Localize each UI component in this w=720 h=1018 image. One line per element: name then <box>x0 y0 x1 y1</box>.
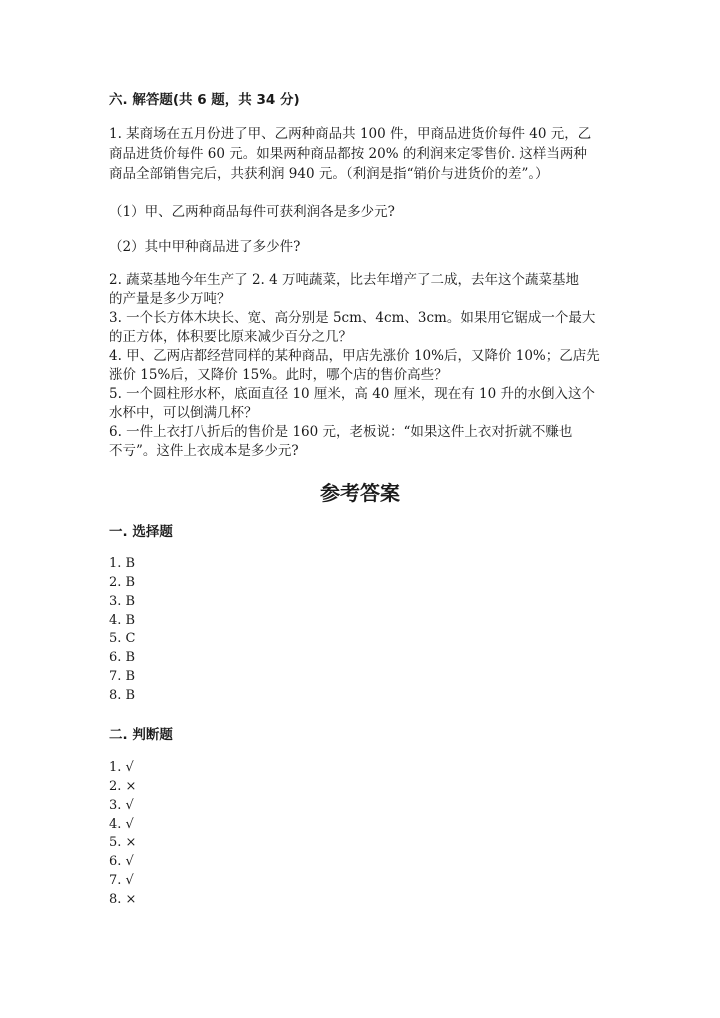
question-6-line-1: 6. 一件上衣打八折后的售价是 160 元，老板说：“如果这件上衣对折就不赚也 <box>109 424 573 440</box>
choice-answer-8: 8. B <box>109 688 136 703</box>
question-3-line-2: 的正方体，体积要比原来减少百分之几？ <box>109 329 352 345</box>
question-2-line-1: 2. 蔬菜基地今年生产了 2. 4 万吨蔬菜，比去年增产了二成，去年这个蔬菜基地 <box>109 272 580 288</box>
question-1-line-2: 商品进货价每件 60 元。如果两种商品都按 20% 的利润来定零售价. 这样当两种 <box>109 146 587 162</box>
question-4-line-1: 4. 甲、乙两店都经营同样的某种商品，甲店先涨价 10%后，又降价 10%；乙店先 <box>109 348 600 364</box>
question-2-line-2: 的产量是多少万吨？ <box>109 291 231 307</box>
choice-section-title: 一. 选择题 <box>109 524 173 540</box>
judge-answer-4: 4. √ <box>109 817 134 832</box>
question-5-line-1: 5. 一个圆柱形水杯，底面直径 10 厘米，高 40 厘米，现在有 10 升的水倒入这个 <box>109 386 595 402</box>
choice-answer-6: 6. B <box>109 650 136 665</box>
judge-answer-5: 5. × <box>109 835 137 850</box>
choice-answer-2: 2. B <box>109 575 136 590</box>
question-1-sub-2: （2）其中甲种商品进了多少件? <box>109 239 301 255</box>
section-6-title: 六. 解答题(共 6 题，共 34 分) <box>109 92 300 108</box>
choice-answer-5: 5. C <box>109 631 136 646</box>
answer-key-title: 参考答案 <box>320 481 400 505</box>
question-1-line-3: 商品全部销售完后，共获利润 940 元。（利润是指“销价与进货价的差”。） <box>109 166 549 182</box>
judge-answer-2: 2. × <box>109 779 137 794</box>
question-1-sub-1: （1）甲、乙两种商品每件可获利润各是多少元? <box>109 204 395 220</box>
question-4-line-2: 涨价 15%后，又降价 15%。此时，哪个店的售价高些？ <box>109 367 448 383</box>
choice-answer-1: 1. B <box>109 556 136 571</box>
choice-answer-7: 7. B <box>109 669 136 684</box>
judge-answer-7: 7. √ <box>109 873 134 888</box>
question-3-line-1: 3. 一个长方体木块长、宽、高分别是 5cm、4cm、3cm。如果用它锯成一个最大 <box>109 310 596 326</box>
judge-answer-3: 3. √ <box>109 798 134 813</box>
question-5-line-2: 水杯中，可以倒满几杯？ <box>109 405 258 421</box>
judge-answer-8: 8. × <box>109 892 137 907</box>
question-1-line-1: 1. 某商场在五月份进了甲、乙两种商品共 100 件，甲商品进货价每件 40 元，乙 <box>109 126 592 142</box>
judge-answer-6: 6. √ <box>109 854 134 869</box>
question-6-line-2: 不亏”。这件上衣成本是多少元? <box>109 443 299 459</box>
choice-answer-3: 3. B <box>109 594 136 609</box>
judge-section-title: 二. 判断题 <box>109 727 173 743</box>
judge-answer-1: 1. √ <box>109 760 134 775</box>
choice-answer-4: 4. B <box>109 613 136 628</box>
